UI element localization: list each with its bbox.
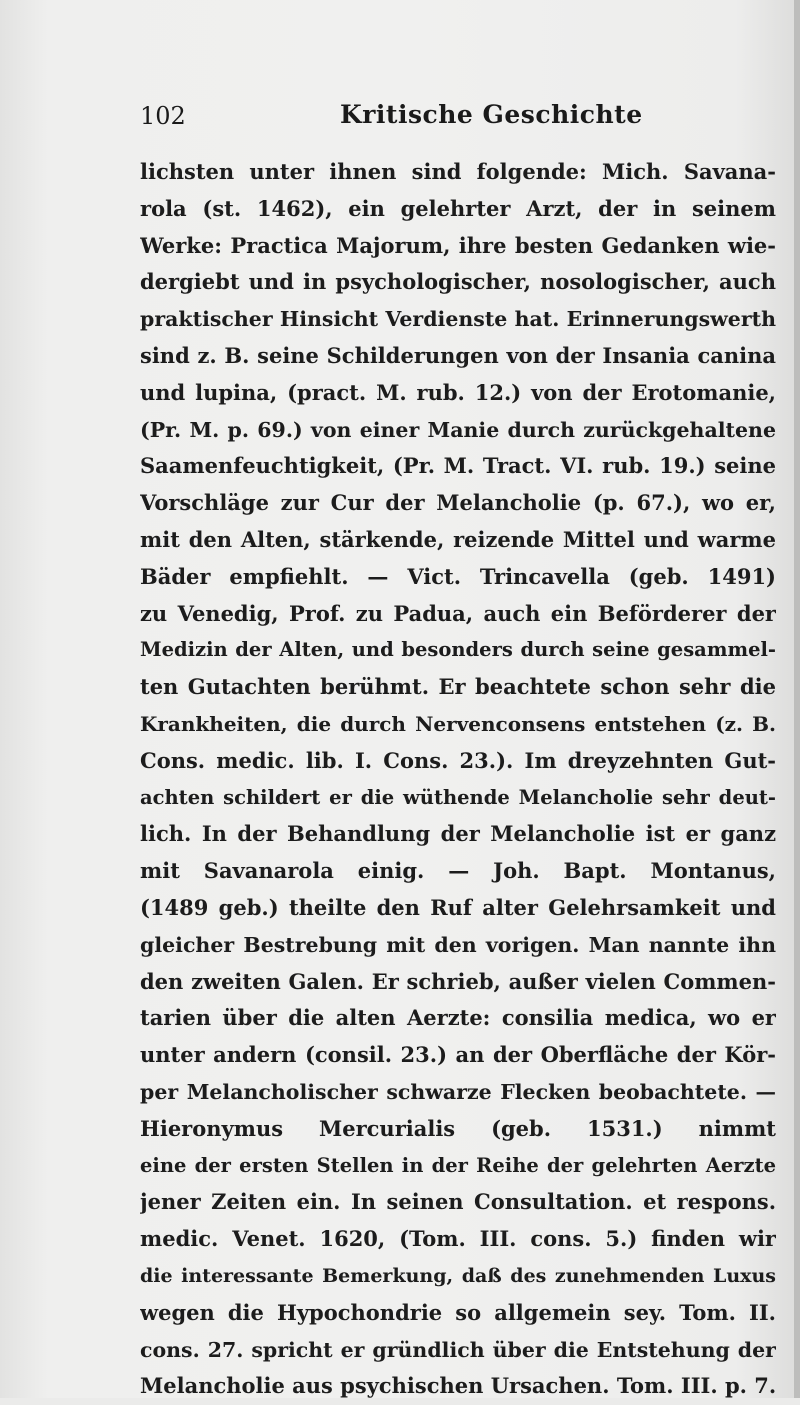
text-line: cons. 27. spricht er gründlich über die Entstehung der xyxy=(140,1337,776,1362)
text-line: lichsten unter ihnen sind folgende: Mich. Savana- xyxy=(140,159,776,184)
running-head xyxy=(140,100,660,140)
text-line: Krankheiten, die durch Nervenconsens entstehen (z. B. xyxy=(140,711,776,736)
page-number: 102 xyxy=(140,102,186,130)
text-line: unter andern (consil. 23.) an der Oberfläche der Kör- xyxy=(140,1042,776,1068)
text-line: jener Zeiten ein. In seinen Consultation. et respons. xyxy=(140,1189,776,1215)
text-line: Hieronymus Mercurialis (geb. 1531.) nimmt xyxy=(140,1115,776,1141)
text-line: eine der ersten Stellen in der Reihe der gelehrten Aerzte xyxy=(140,1153,776,1177)
text-line: dergiebt und in psychologischer, nosologischer, auch xyxy=(140,269,776,295)
text-line: gleicher Bestrebung mit den vorigen. Man nannte ihn xyxy=(140,932,776,957)
text-line: (1489 geb.) theilte den Ruf alter Gelehrsamkeit und xyxy=(140,894,776,920)
text-line: achten schildert er die wüthende Melancholie sehr deut- xyxy=(140,785,776,809)
text-line: medic. Venet. 1620, (Tom. III. cons. 5.) finden wir xyxy=(140,1226,776,1252)
text-line: mit Savanarola einig. — Joh. Bapt. Montanus, xyxy=(140,858,776,884)
text-line: per Melancholischer schwarze Flecken beobachtete. — xyxy=(140,1079,776,1104)
text-line: zu Venedig, Prof. zu Padua, auch ein Beförderer der xyxy=(140,600,776,626)
text-line: und lupina, (pract. M. rub. 12.) von der Erotomanie, xyxy=(140,379,776,405)
text-line: ten Gutachten berühmt. Er beachtete schon sehr die xyxy=(140,674,776,700)
text-line: lich. In der Behandlung der Melancholie ist er ganz xyxy=(140,821,776,847)
running-title: Kritische Geschichte xyxy=(340,100,643,129)
text-line: sind z. B. seine Schilderungen von der Insania canina xyxy=(140,342,776,368)
text-line: die interessante Bemerkung, daß des zunehmenden Luxus xyxy=(140,1264,776,1287)
text-line: Vorschläge zur Cur der Melancholie (p. 67.), wo er, xyxy=(140,490,776,516)
text-line: tarien über die alten Aerzte: consilia medica, wo er xyxy=(140,1005,776,1031)
text-line: Medizin der Alten, und besonders durch seine gesammel- xyxy=(140,638,776,662)
text-line: Werke: Practica Majorum, ihre besten Gedanken wie- xyxy=(140,232,776,258)
text-line: den zweiten Galen. Er schrieb, außer vielen Commen- xyxy=(140,968,776,994)
text-line: (Pr. M. p. 69.) von einer Manie durch zurückgehaltene xyxy=(140,417,776,442)
text-line: Saamenfeuchtigkeit, (Pr. M. Tract. VI. rub. 19.) seine xyxy=(140,453,776,479)
text-line: Bäder empfiehlt. — Vict. Trincavella (geb. 1491) xyxy=(140,563,776,589)
text-line: wegen die Hypochondrie so allgemein sey. Tom. II. xyxy=(140,1299,776,1325)
text-line: Melancholie aus psychischen Ursachen. Tom. III. p. 7. xyxy=(140,1373,776,1399)
body-text xyxy=(140,154,776,1405)
page-edge xyxy=(794,0,800,1398)
text-line: praktischer Hinsicht Verdienste hat. Erinnerungswerth xyxy=(140,307,776,332)
text-line: mit den Alten, stärkende, reizende Mittel und warme xyxy=(140,526,776,552)
text-line: Cons. medic. lib. I. Cons. 23.). Im dreyzehnten Gut- xyxy=(140,747,776,773)
text-line: rola (st. 1462), ein gelehrter Arzt, der in seinem xyxy=(140,195,776,221)
